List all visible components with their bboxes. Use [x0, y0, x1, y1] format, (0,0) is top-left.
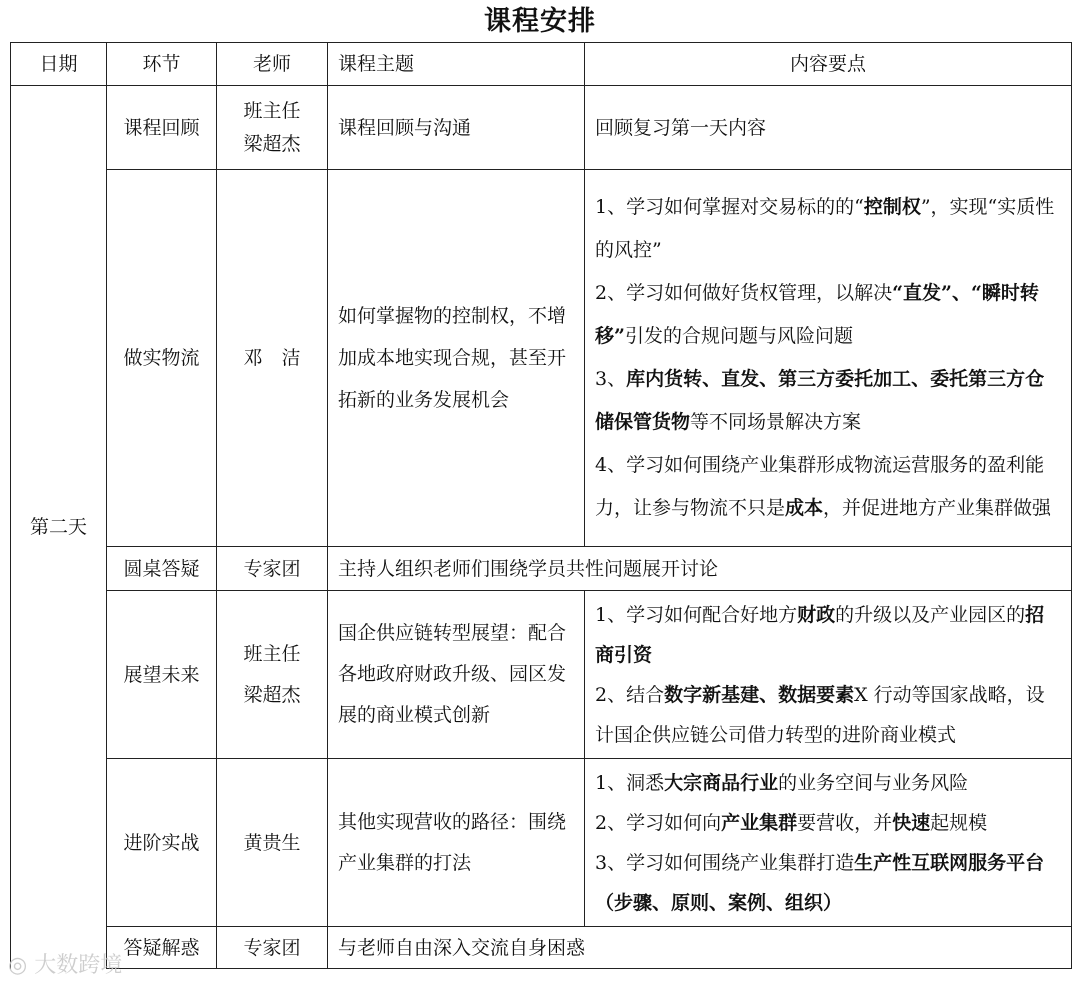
topic-cell: 如何掌握物的控制权，不增加成本地实现合规，甚至开拓新的业务发展机会 [328, 170, 585, 547]
points-cell [585, 759, 1072, 927]
teacher-cell: 专家团 [217, 927, 328, 969]
point-text: 的业务空间与业务风险 [778, 771, 969, 794]
header-teacher: 老师 [217, 43, 328, 86]
header-points: 内容要点 [585, 43, 1072, 86]
point-item [595, 186, 1061, 272]
point-item [595, 444, 1061, 530]
point-key: 财政 [797, 603, 836, 626]
segment-cell: 展望未来 [107, 591, 217, 759]
point-item [595, 843, 1061, 923]
schedule-table [10, 42, 1072, 969]
point-key: 生产性互联网服务平台（步骤、原则、案例、组织） [595, 851, 1045, 914]
point-item [595, 358, 1061, 444]
point-text: 起规模 [930, 811, 988, 834]
point-item [595, 763, 1061, 803]
point-text: ”，实现“实质性的风控” [595, 196, 1055, 261]
day-cell: 第二天 [11, 86, 107, 969]
point-text: 2、学习如何做好货权管理，以解决 [595, 282, 893, 304]
header-row [11, 43, 1072, 86]
point-text: 2、学习如何向 [595, 811, 722, 834]
topic-cell: 课程回顾与沟通 [328, 86, 585, 170]
teacher-cell: 邓 洁 [217, 170, 328, 547]
point-item [595, 272, 1061, 358]
point-text: 要营收，并 [797, 811, 893, 834]
table-row [11, 759, 1072, 927]
teacher-cell: 专家团 [217, 547, 328, 591]
segment-cell: 圆桌答疑 [107, 547, 217, 591]
header-topic: 课程主题 [328, 43, 585, 86]
teacher-line: 梁超杰 [243, 683, 301, 706]
segment-cell: 进阶实战 [107, 759, 217, 927]
point-key: 库内货转、直发、第三方委托加工、委托第三方仓储保管货物 [595, 368, 1045, 433]
teacher-line: 梁超杰 [243, 132, 301, 155]
teacher-line: 班主任 [243, 642, 301, 665]
segment-cell: 答疑解惑 [107, 927, 217, 969]
teacher-cell [217, 591, 328, 759]
point-key: 数字新基建、数据要素 [664, 683, 855, 706]
watermark-text: 大数跨境 [34, 953, 123, 978]
point-text: 1、学习如何配合好地方 [595, 603, 798, 626]
point-text: ，并促进地方产业集群做强 [823, 497, 1052, 519]
point-key: 成本 [785, 497, 824, 519]
teacher-cell: 黄贵生 [217, 759, 328, 927]
point-text: 等不同场景解决方案 [690, 411, 862, 433]
table-row [11, 591, 1072, 759]
teacher-line: 班主任 [243, 100, 301, 122]
topic-cell: 其他实现营收的路径：围绕产业集群的打法 [328, 759, 585, 927]
point-text: 3、 [595, 368, 627, 390]
segment-cell: 做实物流 [107, 170, 217, 547]
point-text: 3、学习如何围绕产业集群打造 [595, 851, 855, 874]
points-cell [585, 591, 1072, 759]
point-key: 控制权 [863, 196, 921, 218]
weibo-icon: ◎ [8, 953, 28, 978]
point-text: 1、学习如何掌握对交易标的的“ [595, 196, 864, 218]
point-text: 2、结合 [595, 683, 665, 706]
topic-cell: 国企供应链转型展望：配合各地政府财政升级、园区发展的商业模式创新 [328, 591, 585, 759]
teacher-cell [217, 86, 328, 170]
point-key: 招商引资 [595, 603, 1045, 666]
points-cell: 回顾复习第一天内容 [585, 86, 1072, 170]
segment-cell: 课程回顾 [107, 86, 217, 170]
point-key: 快速 [892, 811, 931, 834]
table-row [11, 927, 1072, 969]
watermark-logo [8, 948, 122, 979]
point-text: 的升级以及产业园区的 [835, 603, 1026, 626]
point-key: 产业集群 [721, 811, 798, 834]
header-date: 日期 [11, 43, 107, 86]
point-text: 4、学习如何围绕产业集群形成物流运营服务的盈利能力，让参与物流不只是 [595, 454, 1045, 519]
table-row [11, 547, 1072, 591]
point-key: “直发”、“瞬时转移” [595, 282, 1039, 347]
page-title: 课程安排 [484, 6, 596, 37]
table-row [11, 170, 1072, 547]
content-cell: 主持人组织老师们围绕学员共性问题展开讨论 [328, 547, 1072, 591]
content-cell: 与老师自由深入交流自身困惑 [328, 927, 1072, 969]
table-row [11, 86, 1072, 170]
point-item [595, 803, 1061, 843]
point-text: 1、洞悉 [595, 771, 665, 794]
point-text: 引发的合规问题与风险问题 [624, 325, 853, 347]
point-item [595, 595, 1061, 675]
point-text: X 行动等国家战略，设计国企供应链公司借力转型的进阶商业模式 [595, 683, 1045, 746]
points-cell [585, 170, 1072, 547]
point-item [595, 675, 1061, 755]
header-segment: 环节 [107, 43, 217, 86]
point-key: 大宗商品行业 [664, 771, 779, 794]
